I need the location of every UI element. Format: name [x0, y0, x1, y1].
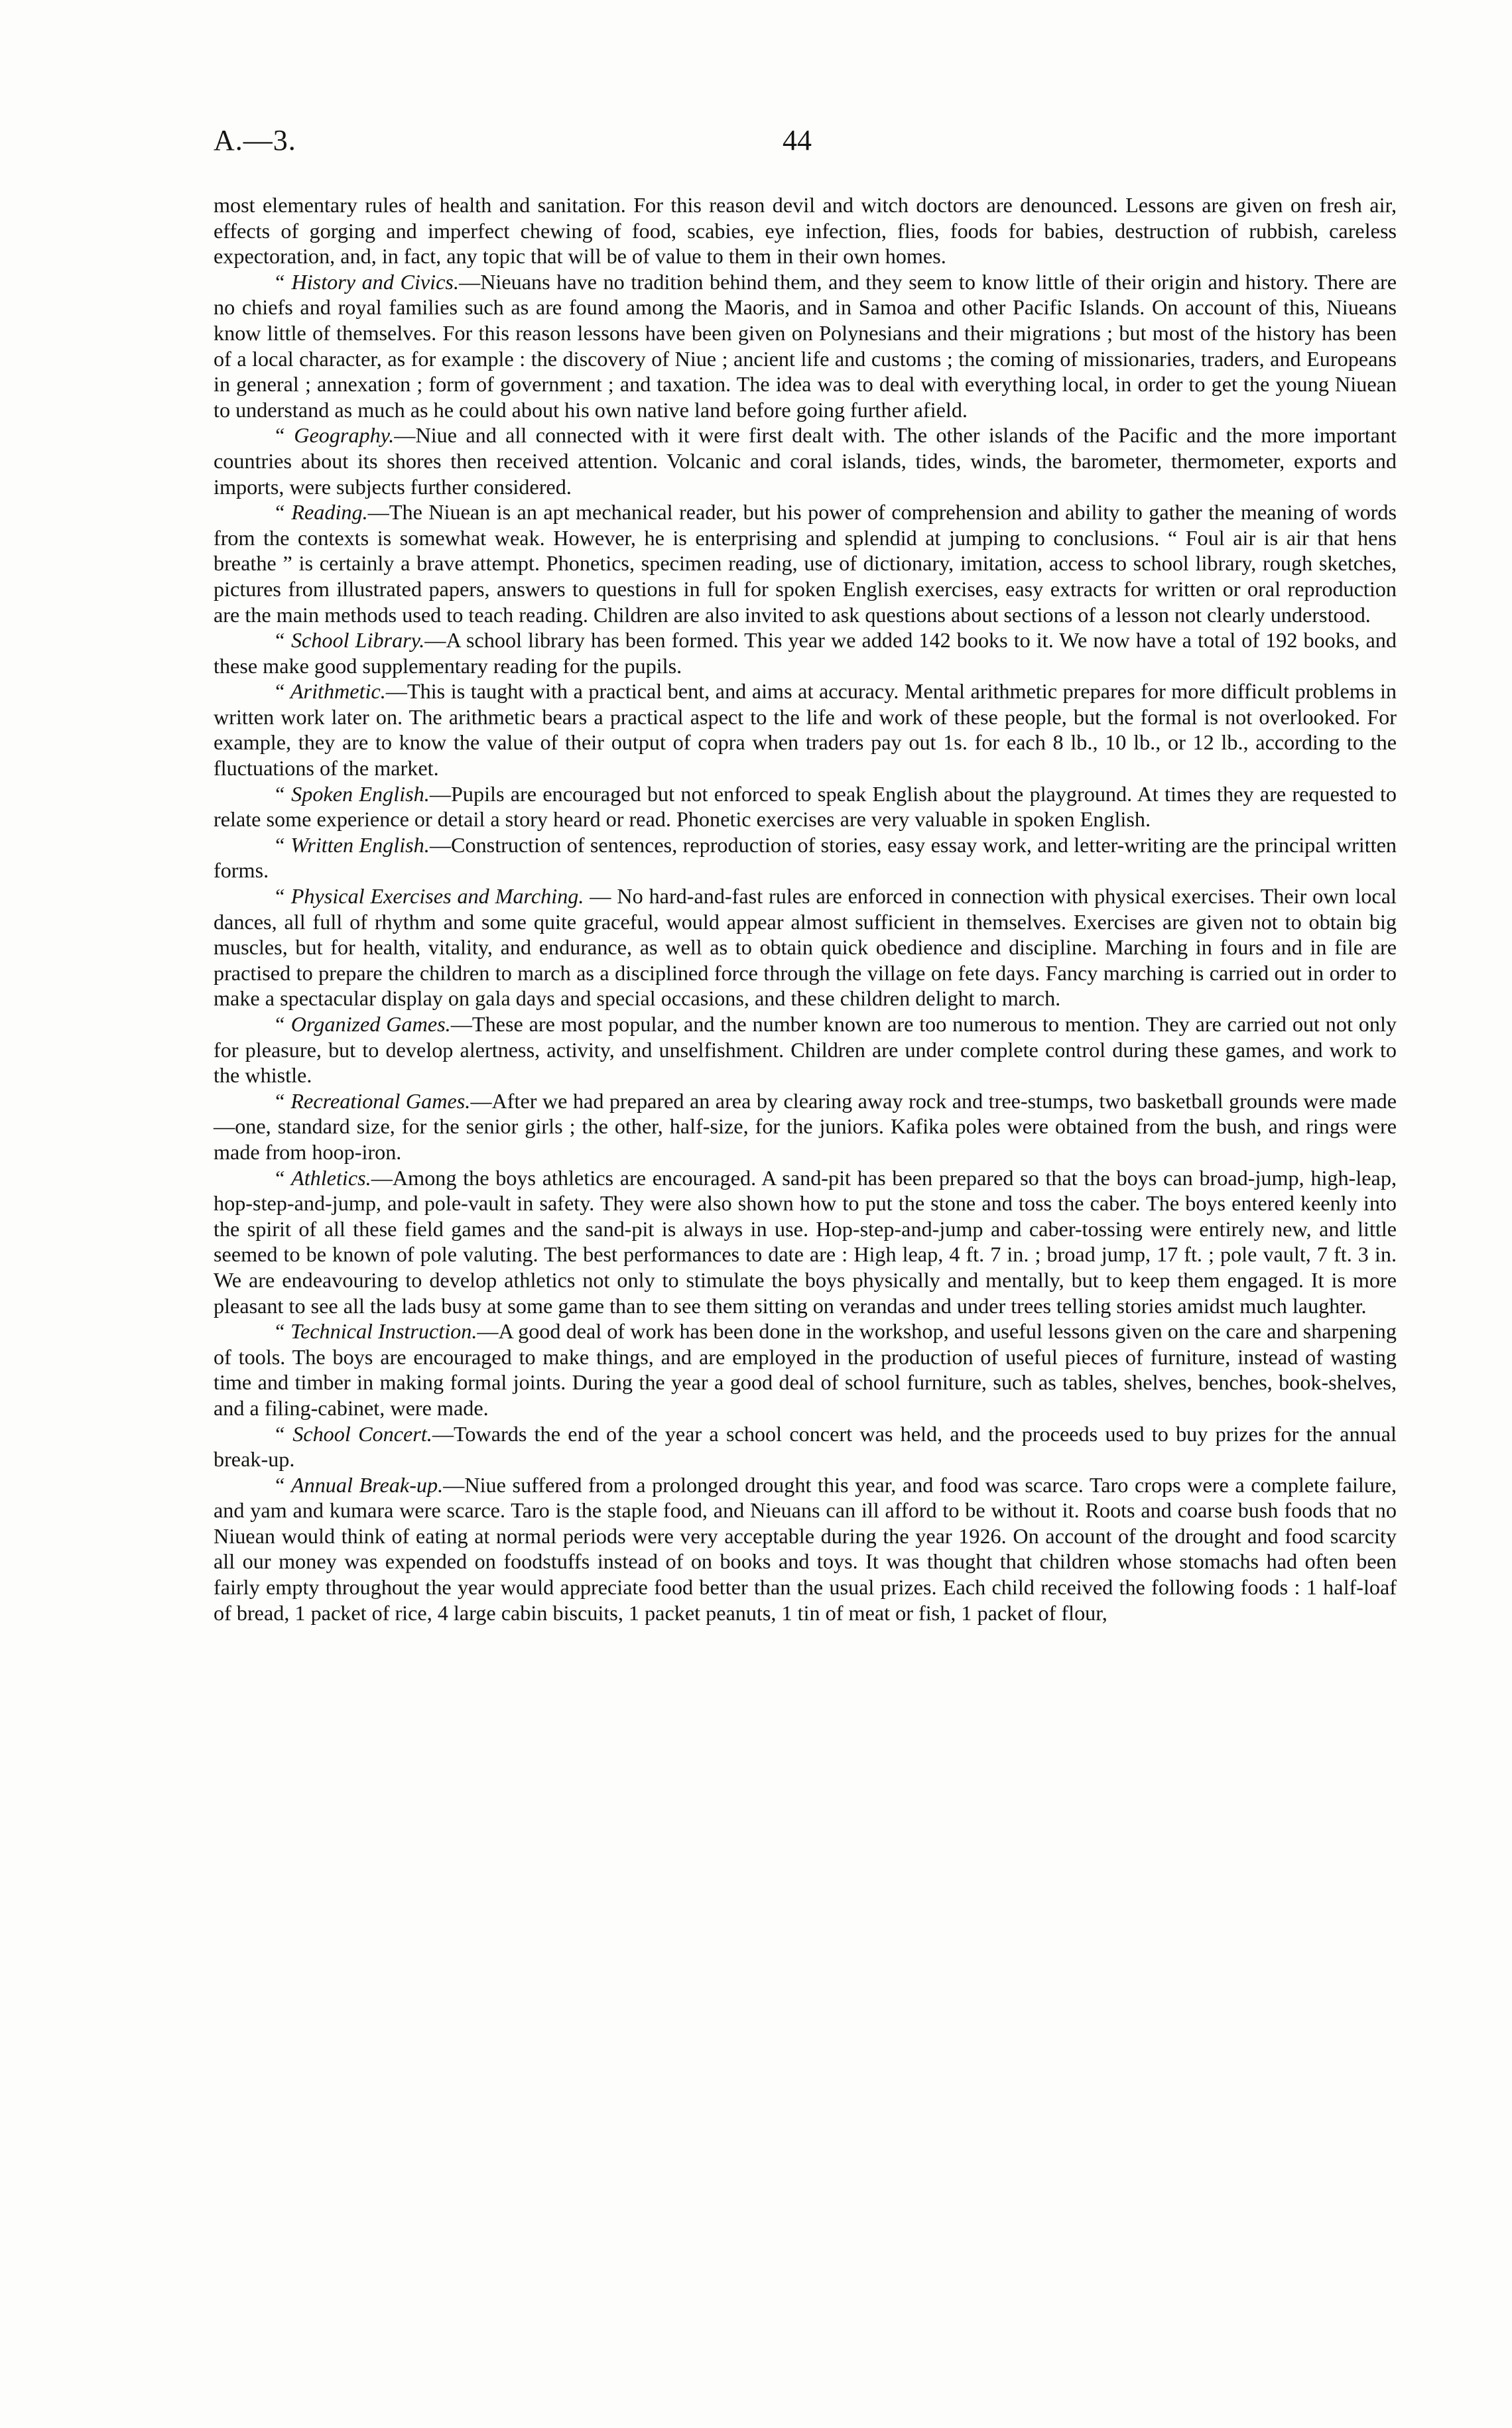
- paragraph-spoken-english: [214, 781, 1397, 832]
- document-reference: A.—3.: [214, 124, 296, 157]
- paragraph-heading: “ Spoken English.: [273, 781, 430, 806]
- paragraph-text: —Nieuans have no tradition behind them, and they seem to know little of their origin and history. There are no chiefs and royal families such as are found among the Maoris, and in Samoa and other Pacific Islands. On account of this, Niueans know little of themselves. For this reason lessons have been given on Polynesians and their migrations ; but most of the history has been of a local character, as for example : the discovery of Niue ; ancient life and customs ; the coming of missionaries, traders, and Europeans in general ; annexation ; form of government ; and taxation. The idea was to deal with everything local, in order to get the young Niuean to understand as much as he could about his own native land before going further afield.: [214, 269, 1397, 422]
- page-header: [214, 123, 1394, 163]
- paragraph-text: —A good deal of work has been done in the workshop, and useful lessons given on the care and sharpening of tools. The boys are encouraged to make things, and are employed in the production of useful pieces of furniture, instead of wasting time and timber in making formal joints. During the year a good deal of school furniture, such as tables, shelves, benches, book-shelves, and a filing-cabinet, were made.: [214, 1319, 1397, 1420]
- paragraph-text: —After we had prepared an area by clearing away rock and tree-stumps, two basketball grounds were made—one, standard size, for the senior girls ; the other, half-size, for the juniors. Kafika poles were obtained from the bush, and rings were made from hoop-iron.: [214, 1088, 1397, 1164]
- paragraph-heading: “ Arithmetic.: [273, 679, 386, 704]
- paragraph-health: [214, 192, 1397, 269]
- paragraph-text: —Pupils are encouraged but not enforced to speak English about the playground. At times they are requested to relate some experience or detail a story heard or read. Phonetic exercises are very valuable in spoken English.: [214, 781, 1397, 832]
- paragraph-heading: “ Recreational Games.: [273, 1088, 471, 1113]
- paragraph-athletics: [214, 1165, 1397, 1319]
- paragraph-heading: “ Technical Instruction.: [273, 1319, 477, 1344]
- paragraph-text: —This is taught with a practical bent, and aims at accuracy. Mental arithmetic prepares for more difficult problems in written work later on. The arithmetic bears a practical aspect to the life and work of these people, but the formal is not overlooked. For example, they are to know the value of their output of copra when traders pay out 1s. for each 8 lb., 10 lb., or 12 lb., according to the fluctuations of the market.: [214, 679, 1397, 781]
- paragraph-heading: “ History and Civics.: [273, 269, 459, 294]
- paragraph-history-and-civics: [214, 269, 1397, 423]
- paragraph-text: —These are most popular, and the number known are too numerous to mention. They are carried out not only for pleasure, but to develop alertness, activity, and unselfishment. Children are under complete control during these games, and work to the whistle.: [214, 1012, 1397, 1088]
- paragraph-heading: “ Geography.: [273, 423, 395, 448]
- paragraph-text: —The Niuean is an apt mechanical reader, but his power of comprehension and ability to gather the meaning of words from the contexts is somewhat weak. However, he is enterprising and splendid at jumping to conclusions. “ Foul air is air that hens breathe ” is certainly a brave attempt. Phonetics, specimen reading, use of dictionary, imitation, access to school library, rough sketches, pictures from illustrated papers, answers to questions in full for spoken English exercises, easy extracts for written or oral reproduction are the main methods used to teach reading. Children are also invited to ask questions about sections of a lesson not clearly understood.: [214, 500, 1397, 627]
- paragraph-heading: “ Reading.: [273, 500, 368, 525]
- paragraph-geography: [214, 422, 1397, 499]
- paragraph-written-english: [214, 832, 1397, 883]
- paragraph-heading: “ School Concert.: [273, 1421, 432, 1446]
- paragraph-heading: “ Annual Break-up.: [273, 1472, 444, 1497]
- paragraph-text: —Towards the end of the year a school concert was held, and the proceeds used to buy prizes for the annual break-up.: [214, 1421, 1397, 1472]
- paragraph-text: —Among the boys athletics are encouraged. A sand-pit has been prepared so that the boys can broad-jump, high-leap, hop-step-and-jump, and pole-vault in safety. They were also shown how to put the stone and toss the caber. The boys entered keenly into the spirit of all these field games and the sand-pit is always in use. Hop-step-and-jump and caber-tossing were entirely new, and little seemed to be known of pole valuting. The best performances to date are : High leap, 4 ft. 7 in. ; broad jump, 17 ft. ; pole vault, 7 ft. 3 in. We are endeavouring to develop athletics not only to stimulate the boys physically and mentally, but to keep them engaged. It is more pleasant to see all the lads busy at some game than to see them sitting on verandas and under trees telling stories amidst much laughter.: [214, 1165, 1397, 1318]
- paragraph-school-concert: [214, 1421, 1397, 1472]
- paragraph-organized-games: [214, 1011, 1397, 1088]
- paragraph-technical-instruction: [214, 1318, 1397, 1421]
- paragraph-recreational-games: [214, 1088, 1397, 1165]
- page-number: 44: [783, 124, 812, 157]
- paragraph-heading: “ Athletics.: [273, 1165, 371, 1190]
- paragraph-arithmetic: [214, 678, 1397, 781]
- paragraph-heading: “ Written English.: [273, 832, 430, 857]
- paragraph-text: — No hard-and-fast rules are enforced in connection with physical exercises. Their own local dances, all full of rhythm and some quite graceful, would appear almost sufficient in themselves. Exercises are given not to obtain big muscles, but for health, vitality, and endurance, as well as to obtain quick obedience and discipline. Marching in fours and in file are practised to prepare the children to march as a disciplined force through the village on fete days. Fancy marching is carried out in order to make a spectacular display on gala days and special occasions, and these children delight to march.: [214, 884, 1397, 1011]
- paragraph-text: —A school library has been formed. This year we added 142 books to it. We now have a total of 192 books, and these make good supplementary reading for the pupils.: [214, 628, 1397, 678]
- paragraph-text: —Niue suffered from a prolonged drought this year, and food was scarce. Taro crops were a complete failure, and yam and kumara were scarce. Taro is the staple food, and Nieuans can ill afford to be without it. Roots and coarse bush foods that no Niuean would think of eating at normal periods were very acceptable during the year 1926. On account of the drought and food scarcity all our money was expended on foodstuffs instead of on books and toys. It was thought that children whose stomachs had often been fairly empty throughout the year would appreciate food better than the usual prizes. Each child received the following foods : 1 half-loaf of bread, 1 packet of rice, 4 large cabin biscuits, 1 packet peanuts, 1 tin of meat or fish, 1 packet of flour,: [214, 1472, 1397, 1625]
- paragraph-school-library: [214, 627, 1397, 678]
- paragraph-text: most elementary rules of health and sanitation. For this reason devil and witch doctors are denounced. Lessons are given on fresh air, effects of gorging and imperfect chewing of food, scabies, eye infection, flies, foods for babies, destruction of rubbish, careless expectoration, and, in fact, any topic that will be of value to them in their own homes.: [214, 193, 1397, 269]
- paragraph-heading: “ Organized Games.: [273, 1012, 451, 1036]
- paragraph-heading: “ Physical Exercises and Marching.: [273, 884, 584, 909]
- paragraph-physical-exercises: [214, 883, 1397, 1011]
- paragraph-reading: [214, 499, 1397, 627]
- body-text: [214, 192, 1397, 1626]
- paragraph-heading: “ School Library.: [273, 628, 425, 653]
- paragraph-text: —Construction of sentences, reproduction of stories, easy essay work, and letter-writing are the principal written forms.: [214, 832, 1397, 883]
- paragraph-text: —Niue and all connected with it were first dealt with. The other islands of the Pacific and the more important countries about its shores then received attention. Volcanic and coral islands, tides, winds, the barometer, thermometer, exports and imports, were subjects further considered.: [214, 423, 1397, 499]
- paragraph-annual-break-up: [214, 1472, 1397, 1626]
